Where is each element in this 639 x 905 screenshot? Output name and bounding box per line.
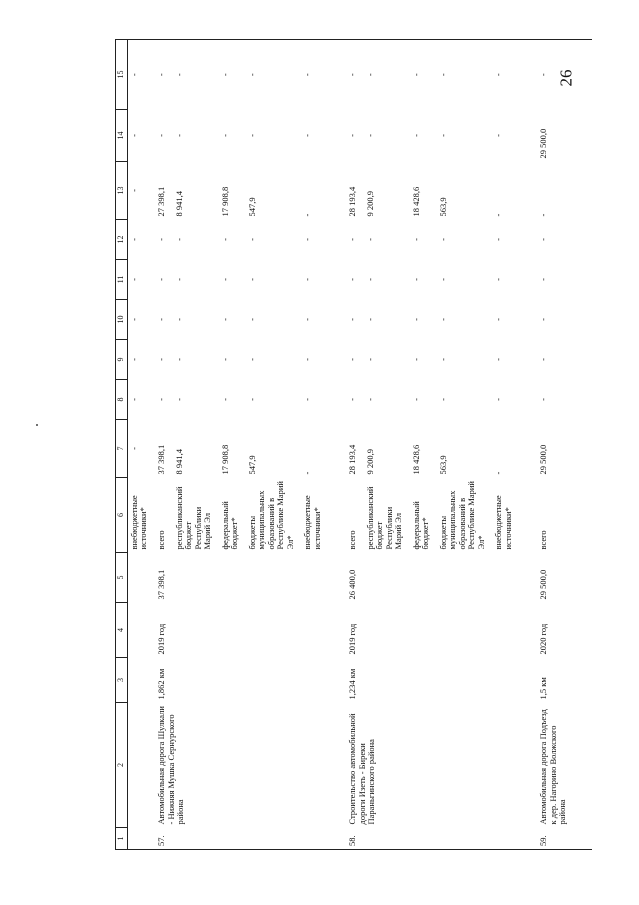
gap-cell <box>574 340 592 380</box>
table-row <box>155 40 173 850</box>
value-col8: - <box>437 398 448 401</box>
value-col14: - <box>155 134 166 137</box>
gap-cell <box>328 220 346 260</box>
value-col7: - <box>302 471 313 475</box>
gap-cell <box>574 478 592 553</box>
investment-table <box>115 39 592 850</box>
value-col12: - <box>219 238 230 241</box>
value-col14: - <box>437 134 448 137</box>
value-col8: - <box>538 398 549 401</box>
cost-cell: 26 400,0 <box>347 569 358 600</box>
value-col12: - <box>155 238 166 241</box>
gap-cell <box>519 110 537 162</box>
value-col14: - <box>302 134 313 137</box>
value-col8: - <box>493 398 504 401</box>
gap-cell <box>574 703 592 828</box>
value-col12: - <box>437 238 448 241</box>
value-col8: - <box>219 398 230 401</box>
value-col7: 9 200,9 <box>364 449 375 475</box>
value-col7: 547,9 <box>246 455 257 475</box>
header-col-14: 14 <box>116 110 128 162</box>
value-col13: - <box>302 213 313 217</box>
value-col15: - <box>301 40 328 110</box>
gap-cell <box>519 380 537 420</box>
gap-cell <box>328 380 346 420</box>
gap-cell <box>574 420 592 478</box>
value-col13: 9 200,9 <box>364 191 375 217</box>
empty-cell <box>127 703 155 828</box>
header-col-11: 11 <box>116 260 128 300</box>
gap-cell <box>574 553 592 603</box>
value-col13: 8 941,4 <box>173 191 184 217</box>
value-col12: - <box>364 238 375 241</box>
value-cell: - <box>128 134 139 137</box>
value-cell: - <box>127 40 155 110</box>
value-col13: 28 193,4 <box>347 186 358 217</box>
row-number: 57. <box>155 828 328 850</box>
value-col10: - <box>364 318 375 321</box>
value-col10: - <box>493 318 504 321</box>
value-col13: - <box>538 213 549 217</box>
value-col10: - <box>302 318 313 321</box>
length-cell: 1,5 км <box>538 677 549 700</box>
value-col12: - <box>347 238 358 241</box>
value-col9: - <box>246 358 257 361</box>
value-col14: - <box>246 134 257 137</box>
row-gap <box>519 40 537 850</box>
gap-cell <box>574 658 592 703</box>
value-col7: - <box>493 471 504 475</box>
value-col15: - <box>410 40 437 110</box>
gap-cell <box>328 300 346 340</box>
value-col9: - <box>538 358 549 361</box>
value-col14: - <box>173 134 184 137</box>
row-gap <box>328 40 346 850</box>
gap-cell <box>519 162 537 220</box>
value-col15: - <box>537 40 574 110</box>
empty-cell <box>127 553 155 603</box>
empty-cell <box>127 603 155 658</box>
value-col13: 17 908,8 <box>219 186 230 217</box>
header-row <box>116 40 128 850</box>
cost-cell: 29 500,0 <box>538 569 549 600</box>
value-col7: 17 908,8 <box>219 444 230 475</box>
gap-cell <box>574 40 592 110</box>
value-col9: - <box>347 358 358 361</box>
table-body <box>127 40 592 850</box>
header-col-15: 15 <box>116 40 128 110</box>
value-col8: - <box>410 398 421 401</box>
value-col14: - <box>364 134 375 137</box>
value-col9: - <box>437 358 448 361</box>
value-col11: - <box>538 278 549 281</box>
source-cell: внебюджетные источники* <box>493 495 513 550</box>
value-col11: - <box>410 278 421 281</box>
value-col11: - <box>347 278 358 281</box>
year-cell: 2020 год <box>538 623 549 655</box>
gap-cell <box>519 220 537 260</box>
header-col-4: 4 <box>116 603 128 658</box>
header-col-10: 10 <box>116 300 128 340</box>
gap-cell <box>574 110 592 162</box>
source-cell: республиканский бюджет Республики Марий Эл <box>364 486 404 550</box>
value-cell: - <box>128 318 139 321</box>
value-col15: - <box>219 40 246 110</box>
gap-cell <box>519 703 537 828</box>
value-col13: 547,9 <box>246 197 257 217</box>
value-col15: - <box>246 40 302 110</box>
value-col8: - <box>347 398 358 401</box>
value-col12: - <box>246 238 257 241</box>
value-col14: - <box>219 134 230 137</box>
gap-cell <box>519 260 537 300</box>
value-cell: - <box>128 398 139 401</box>
value-col14: - <box>493 134 504 137</box>
value-col11: - <box>219 278 230 281</box>
table-row <box>127 40 155 850</box>
value-col15: - <box>346 40 364 110</box>
value-col14: - <box>347 134 358 137</box>
year-cell: 2019 год <box>155 623 166 655</box>
value-col8: - <box>364 398 375 401</box>
gap-cell <box>328 703 346 828</box>
value-col7: 8 941,4 <box>173 449 184 475</box>
value-col8: - <box>173 398 184 401</box>
gap-cell <box>574 300 592 340</box>
gap-cell <box>328 40 346 110</box>
value-col15: - <box>155 40 173 110</box>
header-col-12: 12 <box>116 220 128 260</box>
object-name: Автомобильная дорога Шулкали - Нижняя Мушка Сернурского района <box>155 706 186 825</box>
value-col10: - <box>246 318 257 321</box>
gap-cell <box>328 420 346 478</box>
value-col12: - <box>302 238 313 241</box>
value-col12: - <box>173 238 184 241</box>
header-col-1: 1 <box>116 828 128 850</box>
value-col7: 37 398,1 <box>155 444 166 475</box>
value-col13: - <box>493 213 504 217</box>
gap-cell <box>519 420 537 478</box>
value-cell: - <box>128 447 139 450</box>
value-col15: - <box>173 40 219 110</box>
gap-cell <box>519 340 537 380</box>
gap-cell <box>328 603 346 658</box>
source-cell: бюджеты муниципальных образований в Республике Марий Эл* <box>246 481 295 550</box>
rotated-table-sheet <box>115 40 568 850</box>
value-col13: 563,9 <box>437 197 448 217</box>
gap-cell <box>328 340 346 380</box>
gap-cell <box>519 828 537 850</box>
header-col-6: 6 <box>116 478 128 553</box>
value-col12: - <box>493 238 504 241</box>
value-col8: - <box>155 398 166 401</box>
gap-cell <box>519 478 537 553</box>
gap-cell <box>328 260 346 300</box>
gap-cell <box>328 110 346 162</box>
source-cell: всего <box>538 530 549 550</box>
row-number: 58. <box>346 828 519 850</box>
row-number: 59. <box>537 828 574 850</box>
value-col10: - <box>538 318 549 321</box>
value-col7: 29 500,0 <box>538 444 549 475</box>
source-cell: всего <box>347 530 358 550</box>
header-col-8: 8 <box>116 380 128 420</box>
object-name: Строительство автомобильной дороги Изеть - Биреки Параньгинского района <box>347 713 377 825</box>
gap-cell <box>574 603 592 658</box>
gap-cell <box>328 162 346 220</box>
object-name: Автомобильная дорога Подъезд к дер. Нагорино Волжского района <box>538 709 568 825</box>
header-col-5: 5 <box>116 553 128 603</box>
source-cell: федеральный бюджет* <box>410 501 431 550</box>
year-cell: 2019 год <box>347 623 358 655</box>
value-col9: - <box>219 358 230 361</box>
page-number: 26 <box>556 69 576 87</box>
value-col15: - <box>364 40 410 110</box>
value-col11: - <box>437 278 448 281</box>
gap-cell <box>574 220 592 260</box>
header-col-2: 2 <box>116 703 128 828</box>
source-cell: бюджеты муниципальных образований в Республике Марий Эл* <box>437 481 486 550</box>
gap-cell <box>519 553 537 603</box>
gap-cell <box>519 658 537 703</box>
value-col15: - <box>492 40 519 110</box>
gap-cell <box>519 40 537 110</box>
value-col7: 563,9 <box>437 455 448 475</box>
header-col-13: 13 <box>116 162 128 220</box>
value-col13: 18 428,6 <box>410 186 421 217</box>
value-cell: - <box>128 189 139 192</box>
table-row <box>537 40 574 850</box>
value-col13: 27 398,1 <box>155 186 166 217</box>
value-col11: - <box>493 278 504 281</box>
value-col10: - <box>410 318 421 321</box>
value-col10: - <box>173 318 184 321</box>
gap-cell <box>574 380 592 420</box>
source-cell: внебюджетные источники* <box>302 495 322 550</box>
value-col10: - <box>437 318 448 321</box>
table-row <box>346 40 364 850</box>
value-col8: - <box>246 398 257 401</box>
gap-cell <box>519 300 537 340</box>
cost-cell: 37 398,1 <box>155 569 166 600</box>
length-cell: 1,862 км <box>155 668 166 700</box>
source-cell: внебюджетные источники* <box>128 495 149 550</box>
gap-cell <box>328 478 346 553</box>
value-col12: - <box>410 238 421 241</box>
gap-cell <box>574 260 592 300</box>
header-col-7: 7 <box>116 420 128 478</box>
value-col9: - <box>493 358 504 361</box>
value-cell: - <box>128 358 139 361</box>
row-gap <box>574 40 592 850</box>
value-col9: - <box>173 358 184 361</box>
value-col15: - <box>437 40 493 110</box>
gap-cell <box>519 603 537 658</box>
header-col-9: 9 <box>116 340 128 380</box>
value-col11: - <box>155 278 166 281</box>
gap-cell <box>328 658 346 703</box>
value-col11: - <box>173 278 184 281</box>
scan-speck <box>36 424 38 426</box>
value-col12: - <box>538 238 549 241</box>
value-col14: - <box>410 134 421 137</box>
source-cell: республиканский бюджет Республики Марий Эл <box>173 486 213 550</box>
value-col9: - <box>302 358 313 361</box>
value-col10: - <box>347 318 358 321</box>
empty-cell <box>127 828 155 850</box>
source-cell: всего <box>155 530 166 550</box>
value-col9: - <box>155 358 166 361</box>
value-col7: 18 428,6 <box>410 444 421 475</box>
value-col11: - <box>246 278 257 281</box>
empty-cell <box>127 658 155 703</box>
value-col8: - <box>302 398 313 401</box>
value-col10: - <box>219 318 230 321</box>
header-col-3: 3 <box>116 658 128 703</box>
value-col11: - <box>364 278 375 281</box>
value-col14: 29 500,0 <box>538 128 549 159</box>
length-cell: 1,234 км <box>347 668 358 700</box>
value-col9: - <box>364 358 375 361</box>
gap-cell <box>328 553 346 603</box>
gap-cell <box>574 162 592 220</box>
value-cell: - <box>128 238 139 241</box>
gap-cell <box>328 828 346 850</box>
value-col9: - <box>410 358 421 361</box>
source-cell: федеральный бюджет* <box>219 501 240 550</box>
value-col7: 28 193,4 <box>347 444 358 475</box>
value-col10: - <box>155 318 166 321</box>
value-col11: - <box>302 278 313 281</box>
value-cell: - <box>128 278 139 281</box>
gap-cell <box>574 828 592 850</box>
